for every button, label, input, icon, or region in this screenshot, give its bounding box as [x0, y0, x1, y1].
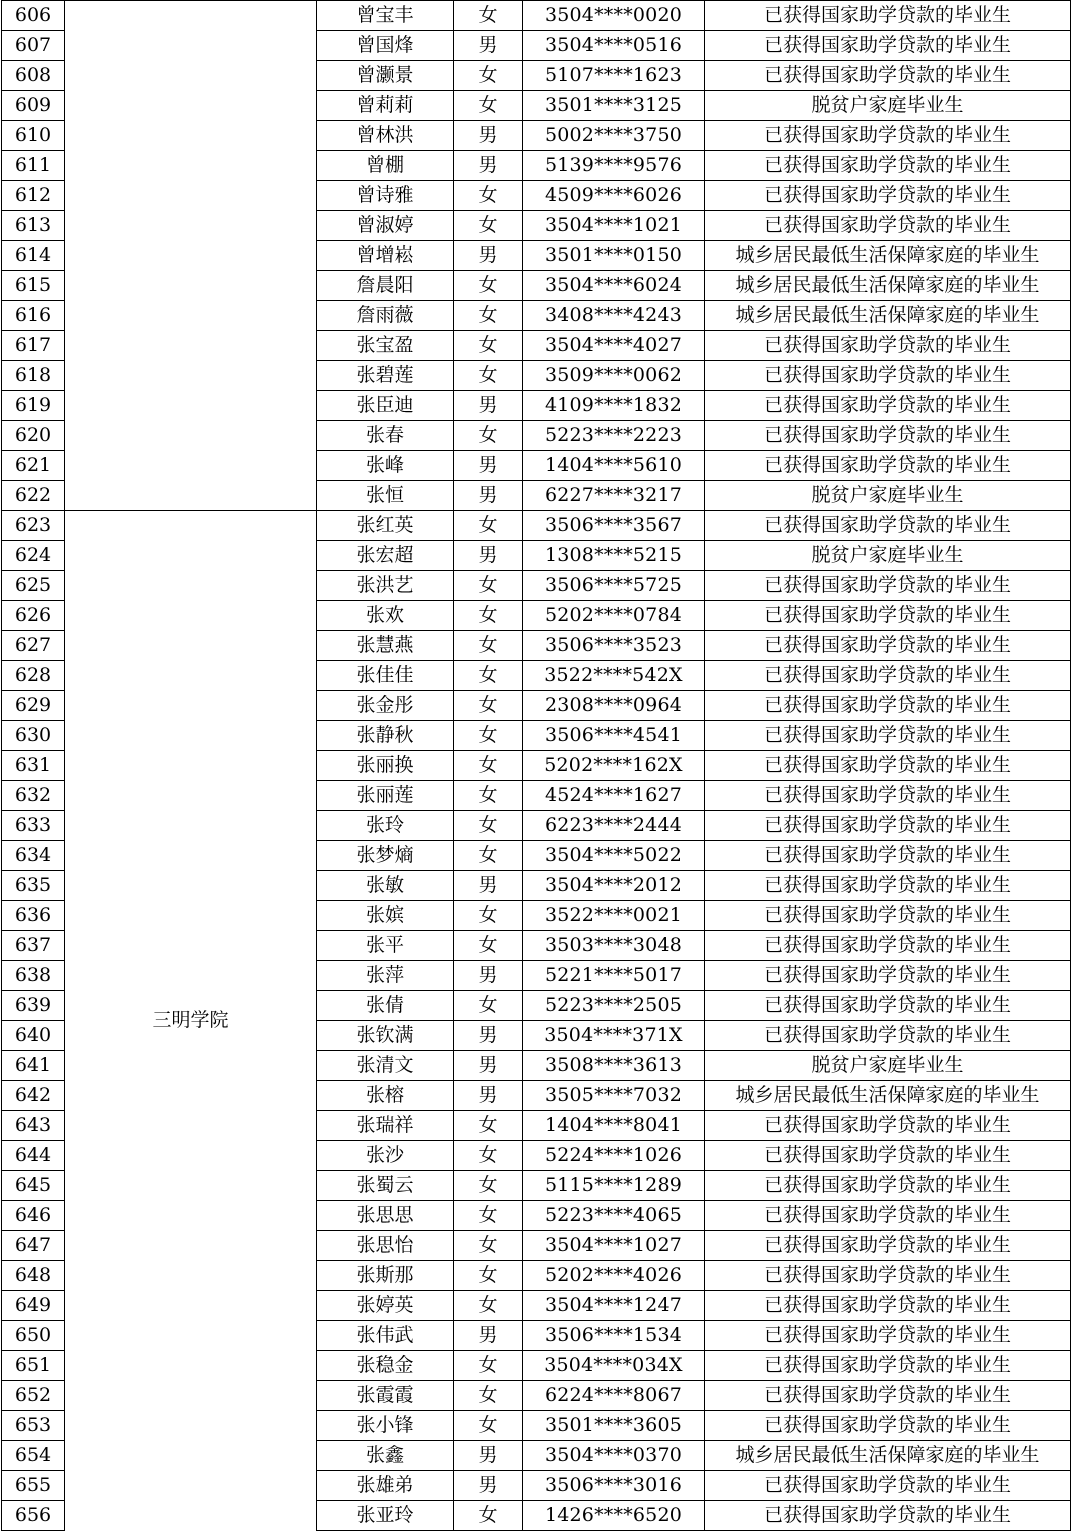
row-number-cell: 636 [2, 901, 65, 931]
gender-cell: 男 [454, 151, 523, 181]
category-cell: 已获得国家助学贷款的毕业生 [705, 391, 1071, 421]
category-cell: 已获得国家助学贷款的毕业生 [705, 661, 1071, 691]
name-cell: 张萍 [317, 961, 454, 991]
gender-cell: 女 [454, 721, 523, 751]
category-cell: 已获得国家助学贷款的毕业生 [705, 361, 1071, 391]
row-number-cell: 631 [2, 751, 65, 781]
name-cell: 张恒 [317, 481, 454, 511]
category-cell: 已获得国家助学贷款的毕业生 [705, 1471, 1071, 1501]
row-number-cell: 630 [2, 721, 65, 751]
gender-cell: 女 [454, 631, 523, 661]
id-number-cell: 5115****1289 [523, 1171, 705, 1201]
name-cell: 张榕 [317, 1081, 454, 1111]
row-number-cell: 639 [2, 991, 65, 1021]
gender-cell: 女 [454, 181, 523, 211]
name-cell: 张嫔 [317, 901, 454, 931]
row-number-cell: 614 [2, 241, 65, 271]
id-number-cell: 5221****5017 [523, 961, 705, 991]
name-cell: 张梦熵 [317, 841, 454, 871]
row-number-cell: 641 [2, 1051, 65, 1081]
name-cell: 曾林洪 [317, 121, 454, 151]
gender-cell: 女 [454, 931, 523, 961]
gender-cell: 女 [454, 1261, 523, 1291]
name-cell: 张蜀云 [317, 1171, 454, 1201]
gender-cell: 女 [454, 211, 523, 241]
name-cell: 张稳金 [317, 1351, 454, 1381]
row-number-cell: 633 [2, 811, 65, 841]
row-number-cell: 626 [2, 601, 65, 631]
name-cell: 张峰 [317, 451, 454, 481]
category-cell: 已获得国家助学贷款的毕业生 [705, 901, 1071, 931]
row-number-cell: 644 [2, 1141, 65, 1171]
category-cell: 已获得国家助学贷款的毕业生 [705, 121, 1071, 151]
gender-cell: 女 [454, 1291, 523, 1321]
gender-cell: 女 [454, 271, 523, 301]
name-cell: 张春 [317, 421, 454, 451]
name-cell: 曾增崧 [317, 241, 454, 271]
name-cell: 张丽换 [317, 751, 454, 781]
row-number-cell: 627 [2, 631, 65, 661]
id-number-cell: 5223****2505 [523, 991, 705, 1021]
name-cell: 张静秋 [317, 721, 454, 751]
row-number-cell: 656 [2, 1501, 65, 1531]
id-number-cell: 6224****8067 [523, 1381, 705, 1411]
gender-cell: 女 [454, 361, 523, 391]
id-number-cell: 1404****8041 [523, 1111, 705, 1141]
name-cell: 张亚玲 [317, 1501, 454, 1531]
row-number-cell: 613 [2, 211, 65, 241]
category-cell: 城乡居民最低生活保障家庭的毕业生 [705, 1081, 1071, 1111]
name-cell: 曾棚 [317, 151, 454, 181]
id-number-cell: 2308****0964 [523, 691, 705, 721]
id-number-cell: 3506****3567 [523, 511, 705, 541]
id-number-cell: 1308****5215 [523, 541, 705, 571]
id-number-cell: 3504****4027 [523, 331, 705, 361]
gender-cell: 女 [454, 751, 523, 781]
id-number-cell: 3506****3016 [523, 1471, 705, 1501]
row-number-cell: 632 [2, 781, 65, 811]
row-number-cell: 635 [2, 871, 65, 901]
gender-cell: 女 [454, 1201, 523, 1231]
category-cell: 城乡居民最低生活保障家庭的毕业生 [705, 271, 1071, 301]
name-cell: 张欢 [317, 601, 454, 631]
row-number-cell: 610 [2, 121, 65, 151]
row-number-cell: 606 [2, 1, 65, 31]
category-cell: 已获得国家助学贷款的毕业生 [705, 751, 1071, 781]
name-cell: 张伟武 [317, 1321, 454, 1351]
gender-cell: 女 [454, 61, 523, 91]
row-number-cell: 640 [2, 1021, 65, 1051]
category-cell: 已获得国家助学贷款的毕业生 [705, 1321, 1071, 1351]
id-number-cell: 3501****0150 [523, 241, 705, 271]
category-cell: 已获得国家助学贷款的毕业生 [705, 1141, 1071, 1171]
name-cell: 张婷英 [317, 1291, 454, 1321]
id-number-cell: 5202****0784 [523, 601, 705, 631]
name-cell: 张金彤 [317, 691, 454, 721]
category-cell: 已获得国家助学贷款的毕业生 [705, 601, 1071, 631]
name-cell: 张瑞祥 [317, 1111, 454, 1141]
gender-cell: 女 [454, 1, 523, 31]
id-number-cell: 1404****5610 [523, 451, 705, 481]
category-cell: 已获得国家助学贷款的毕业生 [705, 211, 1071, 241]
row-number-cell: 616 [2, 301, 65, 331]
id-number-cell: 3506****1534 [523, 1321, 705, 1351]
gender-cell: 女 [454, 991, 523, 1021]
row-number-cell: 651 [2, 1351, 65, 1381]
gender-cell: 女 [454, 511, 523, 541]
id-number-cell: 3408****4243 [523, 301, 705, 331]
id-number-cell: 3504****0370 [523, 1441, 705, 1471]
id-number-cell: 5202****162X [523, 751, 705, 781]
category-cell: 已获得国家助学贷款的毕业生 [705, 331, 1071, 361]
id-number-cell: 3506****4541 [523, 721, 705, 751]
id-number-cell: 3522****0021 [523, 901, 705, 931]
id-number-cell: 5139****9576 [523, 151, 705, 181]
gender-cell: 男 [454, 1051, 523, 1081]
gender-cell: 女 [454, 1351, 523, 1381]
id-number-cell: 3504****1021 [523, 211, 705, 241]
category-cell: 已获得国家助学贷款的毕业生 [705, 1501, 1071, 1531]
gender-cell: 男 [454, 1441, 523, 1471]
name-cell: 张敏 [317, 871, 454, 901]
row-number-cell: 620 [2, 421, 65, 451]
name-cell: 张慧燕 [317, 631, 454, 661]
name-cell: 张鑫 [317, 1441, 454, 1471]
id-number-cell: 3504****6024 [523, 271, 705, 301]
id-number-cell: 3504****1247 [523, 1291, 705, 1321]
id-number-cell: 5002****3750 [523, 121, 705, 151]
gender-cell: 女 [454, 691, 523, 721]
row-number-cell: 615 [2, 271, 65, 301]
row-number-cell: 654 [2, 1441, 65, 1471]
gender-cell: 男 [454, 1021, 523, 1051]
id-number-cell: 3506****3523 [523, 631, 705, 661]
id-number-cell: 3505****7032 [523, 1081, 705, 1111]
id-number-cell: 3504****034X [523, 1351, 705, 1381]
category-cell: 已获得国家助学贷款的毕业生 [705, 931, 1071, 961]
name-cell: 张沙 [317, 1141, 454, 1171]
row-number-cell: 643 [2, 1111, 65, 1141]
row-number-cell: 621 [2, 451, 65, 481]
gender-cell: 男 [454, 241, 523, 271]
gender-cell: 女 [454, 661, 523, 691]
gender-cell: 男 [454, 541, 523, 571]
row-number-cell: 629 [2, 691, 65, 721]
id-number-cell: 3522****542X [523, 661, 705, 691]
category-cell: 已获得国家助学贷款的毕业生 [705, 991, 1071, 1021]
row-number-cell: 628 [2, 661, 65, 691]
id-number-cell: 6227****3217 [523, 481, 705, 511]
table-row [2, 1, 1071, 31]
category-cell: 已获得国家助学贷款的毕业生 [705, 1411, 1071, 1441]
gender-cell: 女 [454, 301, 523, 331]
gender-cell: 女 [454, 1111, 523, 1141]
gender-cell: 女 [454, 1501, 523, 1531]
row-number-cell: 642 [2, 1081, 65, 1111]
row-number-cell: 611 [2, 151, 65, 181]
name-cell: 曾诗雅 [317, 181, 454, 211]
gender-cell: 女 [454, 1141, 523, 1171]
id-number-cell: 3504****5022 [523, 841, 705, 871]
category-cell: 城乡居民最低生活保障家庭的毕业生 [705, 1441, 1071, 1471]
category-cell: 脱贫户家庭毕业生 [705, 541, 1071, 571]
gender-cell: 男 [454, 961, 523, 991]
gender-cell: 女 [454, 901, 523, 931]
name-cell: 张臣迪 [317, 391, 454, 421]
row-number-cell: 652 [2, 1381, 65, 1411]
id-number-cell: 3508****3613 [523, 1051, 705, 1081]
id-number-cell: 3501****3125 [523, 91, 705, 121]
gender-cell: 女 [454, 331, 523, 361]
row-number-cell: 645 [2, 1171, 65, 1201]
name-cell: 张思怡 [317, 1231, 454, 1261]
category-cell: 已获得国家助学贷款的毕业生 [705, 421, 1071, 451]
category-cell: 脱贫户家庭毕业生 [705, 1051, 1071, 1081]
gender-cell: 男 [454, 481, 523, 511]
row-number-cell: 607 [2, 31, 65, 61]
row-number-cell: 646 [2, 1201, 65, 1231]
name-cell: 张洪艺 [317, 571, 454, 601]
gender-cell: 男 [454, 451, 523, 481]
category-cell: 已获得国家助学贷款的毕业生 [705, 511, 1071, 541]
row-number-cell: 638 [2, 961, 65, 991]
table-body [2, 1, 1071, 1531]
category-cell: 已获得国家助学贷款的毕业生 [705, 1231, 1071, 1261]
category-cell: 脱贫户家庭毕业生 [705, 91, 1071, 121]
row-number-cell: 648 [2, 1261, 65, 1291]
gender-cell: 男 [454, 31, 523, 61]
category-cell: 已获得国家助学贷款的毕业生 [705, 151, 1071, 181]
gender-cell: 男 [454, 121, 523, 151]
row-number-cell: 634 [2, 841, 65, 871]
row-number-cell: 609 [2, 91, 65, 121]
name-cell: 曾国烽 [317, 31, 454, 61]
name-cell: 张丽莲 [317, 781, 454, 811]
category-cell: 脱贫户家庭毕业生 [705, 481, 1071, 511]
id-number-cell: 4524****1627 [523, 781, 705, 811]
category-cell: 已获得国家助学贷款的毕业生 [705, 571, 1071, 601]
id-number-cell: 3504****0020 [523, 1, 705, 31]
gender-cell: 女 [454, 421, 523, 451]
name-cell: 张佳佳 [317, 661, 454, 691]
row-number-cell: 619 [2, 391, 65, 421]
category-cell: 已获得国家助学贷款的毕业生 [705, 61, 1071, 91]
category-cell: 已获得国家助学贷款的毕业生 [705, 721, 1071, 751]
row-number-cell: 647 [2, 1231, 65, 1261]
category-cell: 已获得国家助学贷款的毕业生 [705, 781, 1071, 811]
name-cell: 张小锋 [317, 1411, 454, 1441]
row-number-cell: 617 [2, 331, 65, 361]
gender-cell: 男 [454, 391, 523, 421]
name-cell: 张斯那 [317, 1261, 454, 1291]
category-cell: 已获得国家助学贷款的毕业生 [705, 1381, 1071, 1411]
category-cell: 已获得国家助学贷款的毕业生 [705, 1, 1071, 31]
row-number-cell: 625 [2, 571, 65, 601]
gender-cell: 女 [454, 1381, 523, 1411]
id-number-cell: 6223****2444 [523, 811, 705, 841]
name-cell: 张碧莲 [317, 361, 454, 391]
id-number-cell: 5224****1026 [523, 1141, 705, 1171]
id-number-cell: 3503****3048 [523, 931, 705, 961]
category-cell: 已获得国家助学贷款的毕业生 [705, 1351, 1071, 1381]
gender-cell: 女 [454, 91, 523, 121]
category-cell: 已获得国家助学贷款的毕业生 [705, 871, 1071, 901]
row-number-cell: 623 [2, 511, 65, 541]
id-number-cell: 4109****1832 [523, 391, 705, 421]
id-number-cell: 5107****1623 [523, 61, 705, 91]
name-cell: 张雄弟 [317, 1471, 454, 1501]
gender-cell: 女 [454, 781, 523, 811]
row-number-cell: 653 [2, 1411, 65, 1441]
id-number-cell: 3504****371X [523, 1021, 705, 1051]
row-number-cell: 608 [2, 61, 65, 91]
category-cell: 已获得国家助学贷款的毕业生 [705, 181, 1071, 211]
gender-cell: 女 [454, 841, 523, 871]
category-cell: 已获得国家助学贷款的毕业生 [705, 1261, 1071, 1291]
name-cell: 曾莉莉 [317, 91, 454, 121]
name-cell: 詹晨阳 [317, 271, 454, 301]
id-number-cell: 3504****1027 [523, 1231, 705, 1261]
row-number-cell: 650 [2, 1321, 65, 1351]
name-cell: 曾淑婷 [317, 211, 454, 241]
gender-cell: 女 [454, 1171, 523, 1201]
name-cell: 张清文 [317, 1051, 454, 1081]
name-cell: 张霞霞 [317, 1381, 454, 1411]
id-number-cell: 5202****4026 [523, 1261, 705, 1291]
gender-cell: 男 [454, 871, 523, 901]
gender-cell: 女 [454, 811, 523, 841]
category-cell: 城乡居民最低生活保障家庭的毕业生 [705, 301, 1071, 331]
id-number-cell: 5223****2223 [523, 421, 705, 451]
gender-cell: 女 [454, 601, 523, 631]
name-cell: 詹雨薇 [317, 301, 454, 331]
gender-cell: 女 [454, 1231, 523, 1261]
name-cell: 张钦满 [317, 1021, 454, 1051]
category-cell: 已获得国家助学贷款的毕业生 [705, 631, 1071, 661]
name-cell: 曾灏景 [317, 61, 454, 91]
row-number-cell: 622 [2, 481, 65, 511]
id-number-cell: 3504****2012 [523, 871, 705, 901]
gender-cell: 男 [454, 1321, 523, 1351]
name-cell: 张宏超 [317, 541, 454, 571]
row-number-cell: 612 [2, 181, 65, 211]
name-cell: 张宝盈 [317, 331, 454, 361]
category-cell: 已获得国家助学贷款的毕业生 [705, 1171, 1071, 1201]
gender-cell: 男 [454, 1471, 523, 1501]
school-cell [65, 1, 317, 511]
graduate-list-table [1, 0, 1071, 1531]
category-cell: 已获得国家助学贷款的毕业生 [705, 961, 1071, 991]
id-number-cell: 3509****0062 [523, 361, 705, 391]
id-number-cell: 5223****4065 [523, 1201, 705, 1231]
name-cell: 张平 [317, 931, 454, 961]
row-number-cell: 649 [2, 1291, 65, 1321]
category-cell: 城乡居民最低生活保障家庭的毕业生 [705, 241, 1071, 271]
category-cell: 已获得国家助学贷款的毕业生 [705, 451, 1071, 481]
name-cell: 曾宝丰 [317, 1, 454, 31]
name-cell: 张倩 [317, 991, 454, 1021]
gender-cell: 女 [454, 1411, 523, 1441]
name-cell: 张思思 [317, 1201, 454, 1231]
name-cell: 张玲 [317, 811, 454, 841]
row-number-cell: 624 [2, 541, 65, 571]
id-number-cell: 3504****0516 [523, 31, 705, 61]
school-cell: 三明学院 [65, 511, 317, 1531]
row-number-cell: 618 [2, 361, 65, 391]
name-cell: 张红英 [317, 511, 454, 541]
category-cell: 已获得国家助学贷款的毕业生 [705, 1021, 1071, 1051]
gender-cell: 男 [454, 1081, 523, 1111]
id-number-cell: 1426****6520 [523, 1501, 705, 1531]
category-cell: 已获得国家助学贷款的毕业生 [705, 1291, 1071, 1321]
category-cell: 已获得国家助学贷款的毕业生 [705, 841, 1071, 871]
id-number-cell: 3501****3605 [523, 1411, 705, 1441]
category-cell: 已获得国家助学贷款的毕业生 [705, 811, 1071, 841]
id-number-cell: 3506****5725 [523, 571, 705, 601]
category-cell: 已获得国家助学贷款的毕业生 [705, 1111, 1071, 1141]
category-cell: 已获得国家助学贷款的毕业生 [705, 31, 1071, 61]
gender-cell: 女 [454, 571, 523, 601]
row-number-cell: 655 [2, 1471, 65, 1501]
table-row [2, 511, 1071, 541]
row-number-cell: 637 [2, 931, 65, 961]
category-cell: 已获得国家助学贷款的毕业生 [705, 1201, 1071, 1231]
id-number-cell: 4509****6026 [523, 181, 705, 211]
category-cell: 已获得国家助学贷款的毕业生 [705, 691, 1071, 721]
